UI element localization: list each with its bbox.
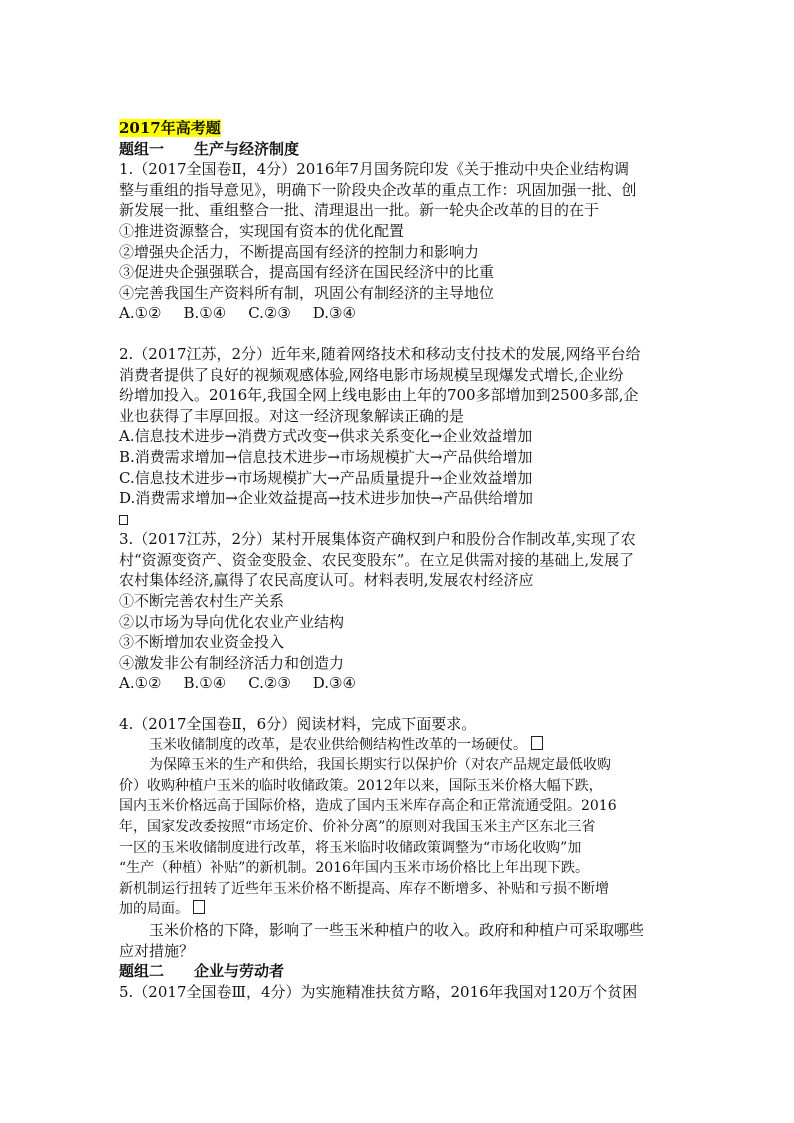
question-5: 5.（2017全国卷Ⅲ，4分）为实施精准扶贫方略，2016年我国对120万个贫困 [119, 982, 638, 1001]
group-heading-1: 题组一 生产与经济制度 [119, 139, 300, 158]
question-line: 1.（2017全国卷Ⅱ，4分）2016年7月国务院印发《关于推动中央企业结构调 [119, 160, 629, 179]
material-line: 国内玉米价格远高于国际价格，造成了国内玉米库存高企和正常流通受阻。2016 [119, 798, 617, 815]
question-line: 业也获得了丰厚回报。对这一经济现象解读正确的是 [119, 406, 465, 425]
material-line: 为保障玉米的生产和供给，我国长期实行以保护价（对农产品规定最低收购 [149, 757, 611, 774]
group-heading-2: 题组二 企业与劳动者 [119, 962, 285, 981]
answer-options [119, 673, 679, 694]
placeholder-box-icon [531, 736, 543, 750]
material-line: 加的局面。 [119, 899, 679, 920]
question-line: 整与重组的指导意见》，明确下一阶段央企改革的重点工作：巩固加强一批、创 [119, 180, 637, 199]
question-line: 新发展一批、重组整合一批、清理退出一批。新一轮央企改革的目的在于 [119, 201, 600, 220]
placeholder-box-row [119, 509, 679, 530]
question-1 [119, 159, 679, 324]
option-c: C.②③ [248, 674, 291, 693]
option-a: A.①② [119, 674, 162, 693]
placeholder-box-icon [119, 515, 128, 525]
option-b: B.①④ [183, 304, 227, 323]
question-3 [119, 529, 679, 694]
question-line: 4.（2017全国卷Ⅱ，6分）阅读材料，完成下面要求。 [119, 715, 477, 734]
placeholder-box-icon [193, 900, 205, 914]
question-line: 消费者提供了良好的视频观感体验,网络电影市场规模呈现爆发式增长,企业纷 [119, 365, 624, 384]
option-c: C.信息技术进步→市场规模扩大→产品质量提升→企业效益增加 [119, 468, 533, 487]
material-line: 年，国家发改委按照“市场定价、价补分离”的原则对我国玉米主产区东北三省 [119, 819, 596, 835]
option-b: B.消费需求增加→信息技术进步→市场规模扩大→产品供给增加 [119, 447, 533, 466]
question-line: 纷增加投入。2016年,我国全网上线电影由上年的700多部增加到2500多部,企 [119, 386, 639, 405]
option-d: D.③④ [312, 304, 356, 323]
question-4 [119, 714, 679, 961]
option-a: A.①② [119, 304, 162, 323]
section-title: 2017年高考题 [119, 119, 221, 137]
statement-3: ③不断增加农业资金投入 [119, 633, 285, 652]
statement-2: ②以市场为导向优化农业产业结构 [119, 612, 345, 631]
statement-3: ③促进央企强强联合，提高国有经济在国民经济中的比重 [119, 263, 495, 282]
option-d: D.消费需求增加→企业效益提高→技术进步加快→产品供给增加 [119, 489, 533, 508]
answer-options [119, 303, 679, 324]
question-ask: 玉米价格的下降，影响了一些玉米种植户的收入。政府和种植户可采取哪些 [149, 920, 645, 939]
material-block [119, 735, 679, 920]
question-line: 村“资源变资产、资金变股金、农民变股东”。在立足供需对接的基础上,发展了 [119, 550, 635, 569]
question-line: 2.（2017江苏，2分）近年来,随着网络技术和移动支付技术的发展,网络平台给 [119, 344, 641, 363]
material-line: 一区的玉米收储制度进行改革，将玉米临时收储政策调整为“市场化收购”加 [119, 839, 582, 856]
statement-1: ①不断完善农村生产关系 [119, 592, 285, 611]
question-line: 3.（2017江苏，2分）某村开展集体资产确权到户和股份合作制改革,实现了农 [119, 530, 636, 549]
material-line: 新机制运行扭转了近些年玉米价格不断提高、库存不断增多、补贴和亏损不断增 [119, 880, 609, 897]
document-page [119, 118, 679, 1002]
statement-2: ②增强央企活力，不断提高国有经济的控制力和影响力 [119, 242, 480, 261]
statement-4: ④激发非公有制经济活力和创造力 [119, 653, 345, 672]
material-line: 玉米收储制度的改革，是农业供给侧结构性改革的一场硬仗。 [119, 735, 679, 756]
option-d: D.③④ [312, 674, 356, 693]
option-a: A.信息技术进步→消费方式改变→供求关系变化→企业效益增加 [119, 427, 533, 446]
material-line: “生产（种植）补贴”的新机制。2016年国内玉米市场价格比上年出现下跌。 [119, 860, 589, 877]
statement-1: ①推进资源整合，实现国有资本的优化配置 [119, 221, 405, 240]
option-b: B.①④ [183, 674, 227, 693]
statement-4: ④完善我国生产资料所有制，巩固公有制经济的主导地位 [119, 283, 495, 302]
question-line: 农村集体经济,赢得了农民高度认可。材料表明,发展农村经济应 [119, 571, 534, 590]
option-c: C.②③ [248, 304, 291, 323]
question-ask: 应对措施？ [119, 941, 195, 960]
question-2 [119, 344, 679, 529]
material-line: 价）收购种植户玉米的临时收储政策。2012年以来，国际玉米价格大幅下跌， [119, 777, 603, 794]
